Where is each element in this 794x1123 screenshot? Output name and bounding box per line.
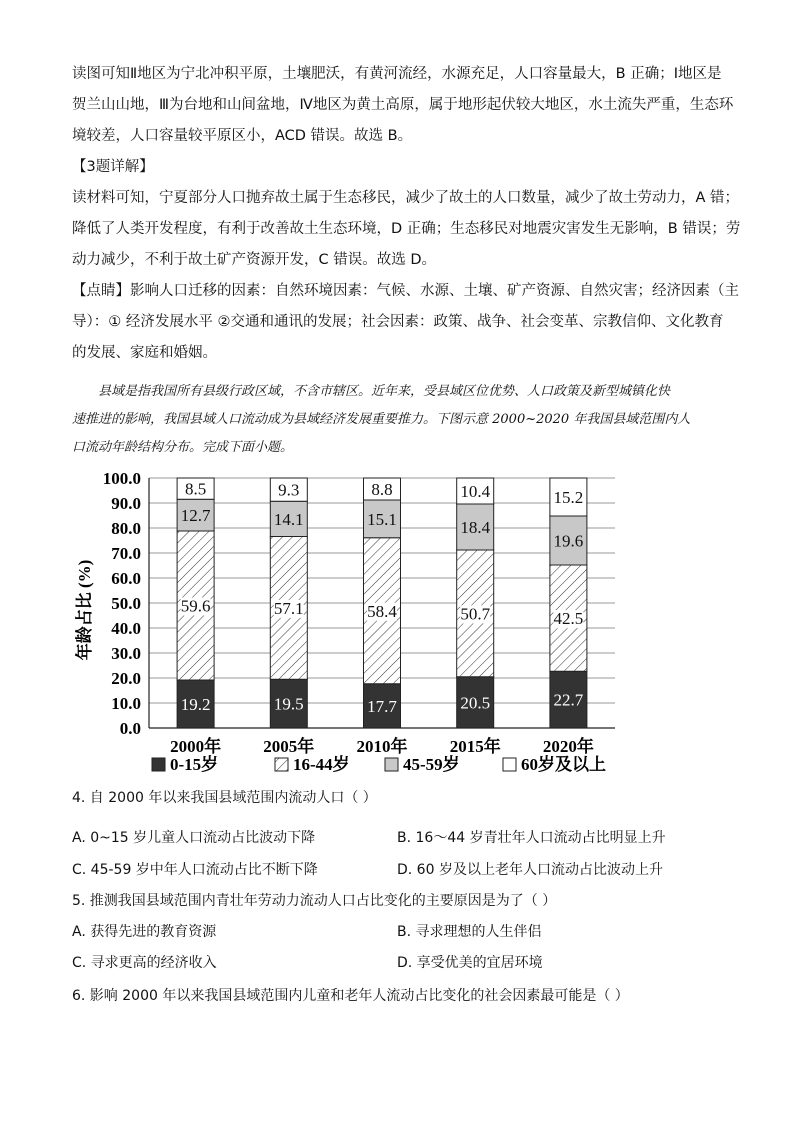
legend-swatch (503, 758, 516, 771)
y-tick-label: 20.0 (111, 669, 141, 688)
answer-line: 境较差，人口容量较平原区小，ACD 错误。故选 B。 (72, 128, 413, 144)
answer-line: 贺兰山山地，Ⅲ为台地和山间盆地，Ⅳ地区为黄土高原，属于地形起伏较大地区，水土流失严重，生态环 (72, 97, 734, 113)
legend-label: 16-44岁 (293, 755, 350, 774)
data-label: 50.7 (460, 604, 491, 624)
intro-line: 口流动年龄结构分布。完成下面小题。 (72, 440, 294, 455)
y-tick-label: 70.0 (111, 544, 141, 563)
tip-line: 【点睛】影响人口迁移的因素：自然环境因素：气候、水源、土壤、矿产资源、自然灾害；经济因素（主 (72, 283, 739, 299)
question-5-option-d[interactable]: D. 享受优美的宜居环境 (397, 955, 543, 971)
answer-block (72, 59, 741, 369)
legend-swatch (152, 758, 165, 771)
tip-line: 的发展、家庭和婚姻。 (72, 345, 217, 361)
data-label: 8.5 (184, 479, 207, 499)
data-label: 15.1 (367, 509, 397, 529)
answer-line: 读图可知Ⅱ地区为宁北冲积平原，土壤肥沃，有黄河流经，水源充足，人口容量最大，B 正确；Ⅰ地区是 (72, 66, 722, 82)
answer-line: 读材料可知，宁夏部分人口抛弃故土属于生态移民，减少了故土的人口数量，减少了故土劳动力，A 错； (72, 190, 740, 206)
data-label: 20.5 (460, 693, 491, 713)
data-label: 19.6 (553, 531, 584, 551)
question-4-option-d[interactable]: D. 60 岁及以上老年人口流动占比波动上升 (397, 862, 663, 878)
y-tick-label: 0.0 (119, 719, 141, 738)
data-label: 8.8 (371, 480, 393, 499)
x-tick-label: 2000年 (170, 737, 222, 756)
answer-heading: 【3题详解】 (72, 159, 154, 175)
data-label: 19.2 (180, 695, 211, 714)
question-4-option-b[interactable]: B. 16～44 岁青壮年人口流动占比明显上升 (397, 830, 666, 846)
question-6-stem: 6. 影响 2000 年以来我国县域范围内儿童和老年人流动占比变化的社会因素最可能是（ ） (72, 988, 629, 1004)
data-label: 15.2 (553, 488, 584, 507)
data-label: 18.4 (460, 518, 491, 537)
question-4-option-c[interactable]: C. 45-59 岁中年人口流动占比不断下降 (72, 862, 318, 878)
intro-line: 速推进的影响，我国县域人口流动成为县域经济发展重要推力。下图示意 2000~2020 年我国县域范围内人 (72, 412, 691, 427)
legend-swatch (275, 758, 288, 771)
age-structure-chart (70, 462, 630, 782)
question-5-option-a[interactable]: A. 获得先进的教育资源 (72, 924, 217, 940)
data-label: 57.1 (273, 598, 304, 618)
y-tick-label: 30.0 (111, 644, 141, 663)
data-label: 58.4 (367, 601, 397, 621)
intro-line: 县域是指我国所有县级行政区域，不含市辖区。近年来，受县域区位优势、人口政策及新型城镇化快 (98, 384, 671, 399)
data-label: 12.7 (180, 506, 211, 526)
legend-swatch (385, 758, 398, 771)
x-tick-label: 2010年 (356, 737, 408, 756)
y-tick-label: 100.0 (102, 469, 141, 488)
data-label: 22.7 (553, 690, 584, 710)
x-tick-label: 2015年 (449, 737, 501, 756)
y-tick-label: 80.0 (111, 519, 141, 538)
data-label: 14.1 (273, 509, 304, 529)
y-tick-label: 60.0 (111, 569, 141, 588)
data-label: 42.5 (553, 609, 584, 629)
x-tick-label: 2020年 (542, 737, 594, 756)
y-tick-label: 40.0 (111, 619, 141, 638)
question-5-stem: 5. 推测我国县域范围内青壮年劳动力流动人口占比变化的主要原因是为了（ ） (72, 893, 557, 909)
y-tick-label: 90.0 (111, 494, 141, 513)
question-5-option-b[interactable]: B. 寻求理想的人生伴侣 (397, 924, 542, 940)
data-label: 19.5 (273, 694, 304, 714)
intro-passage (72, 378, 732, 462)
answer-line: 动力减少，不利于故土矿产资源开发，C 错误。故选 D。 (72, 252, 437, 268)
y-tick-label: 10.0 (111, 694, 141, 713)
data-label: 10.4 (460, 482, 491, 501)
question-4-stem: 4. 自 2000 年以来我国县域范围内流动人口（ ） (72, 790, 377, 806)
y-axis-label: 年龄占比 (%) (75, 559, 94, 661)
tip-line: 导）：① 经济发展水平 ②交通和通讯的发展；社会因素：政策、战争、社会变革、宗教信仰、文化教育 (72, 314, 724, 330)
data-label: 9.3 (278, 480, 300, 500)
data-label: 59.6 (180, 596, 211, 616)
x-tick-label: 2005年 (263, 737, 315, 756)
question-5-option-c[interactable]: C. 寻求更高的经济收入 (72, 955, 217, 971)
y-tick-label: 50.0 (111, 594, 141, 613)
legend-label: 45-59岁 (403, 755, 460, 774)
legend-label: 0-15岁 (170, 755, 219, 774)
data-label: 17.7 (367, 696, 397, 716)
answer-line: 降低了人类开发程度，有利于改善故土生态环境，D 正确；生态移民对地震灾害发生无影响，B 错误；劳 (72, 221, 741, 237)
question-4-option-a[interactable]: A. 0~15 岁儿童人口流动占比波动下降 (72, 830, 316, 846)
legend-label: 60岁及以上 (521, 755, 606, 774)
